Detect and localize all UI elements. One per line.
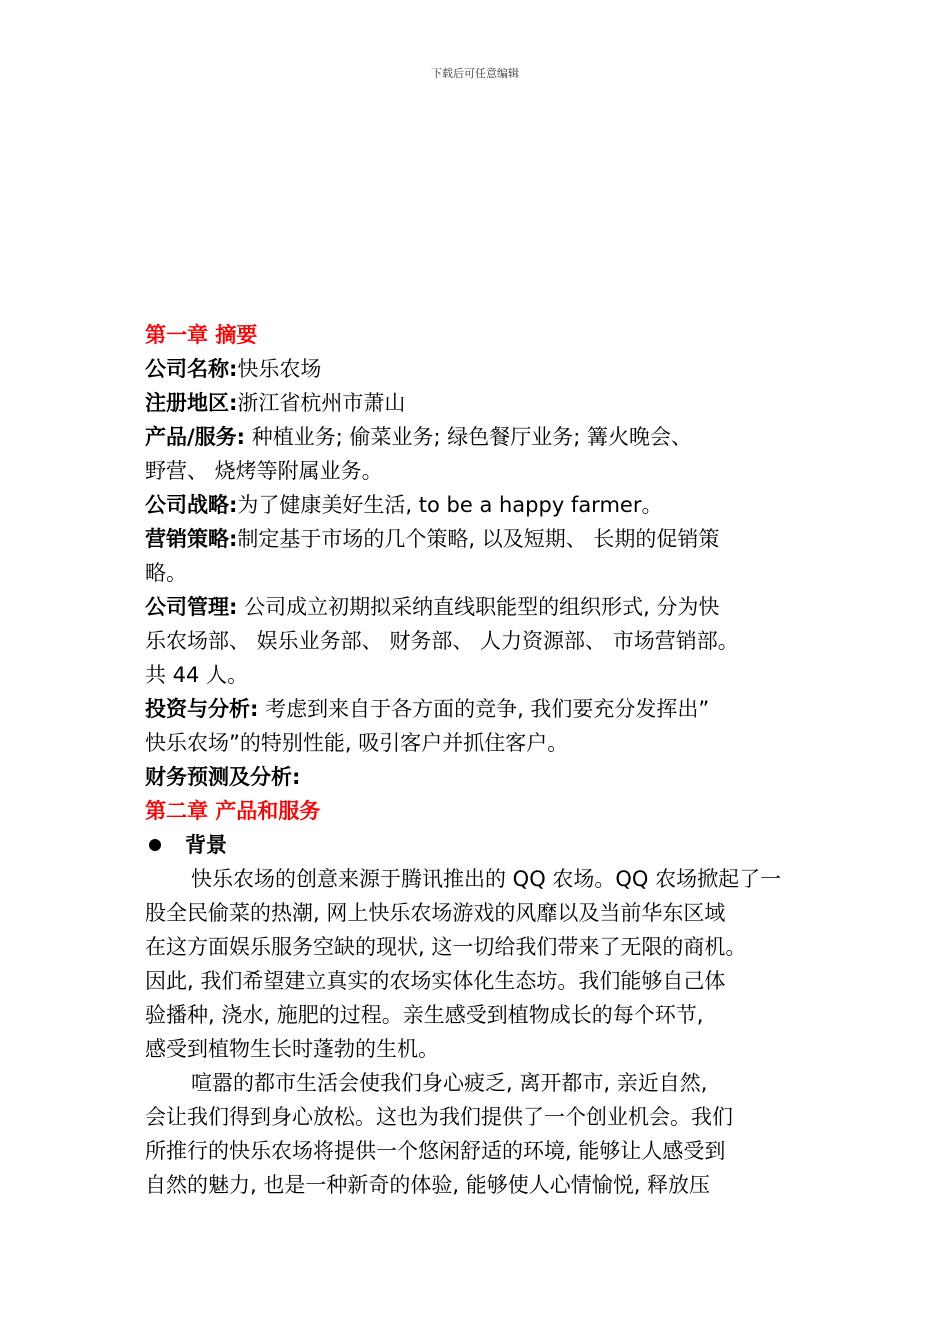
management-value-line3: 共 44 人。	[145, 663, 249, 687]
products-label: 产品/服务:	[145, 425, 246, 449]
chapter2-title: 第二章 产品和服务	[145, 799, 321, 823]
investment-label: 投资与分析:	[145, 697, 259, 721]
strategy-row	[145, 488, 825, 522]
document-body	[145, 318, 825, 1202]
paragraph-line: 验播种, 浇水, 施肥的过程。亲生感受到植物成长的每个环节,	[145, 1003, 704, 1027]
marketing-label: 营销策略:	[145, 527, 238, 551]
paragraph-line: 自然的魅力, 也是一种新奇的体验, 能够使人心情愉悦, 释放压	[145, 1173, 711, 1197]
management-value-line2: 乐农场部、 娱乐业务部、 财务部、 人力资源部、 市场营销部。	[145, 629, 739, 653]
products-row	[145, 420, 825, 454]
paragraph-1	[145, 862, 825, 1066]
management-row	[145, 590, 825, 624]
finance-label: 财务预测及分析:	[145, 765, 301, 789]
paragraph-line: 会让我们得到身心放松。这也为我们提供了一个创业机会。我们	[145, 1105, 733, 1129]
investment-row	[145, 692, 825, 726]
strategy-label: 公司战略:	[145, 493, 238, 517]
marketing-value-line2: 略。	[145, 561, 187, 585]
paragraph-line: 快乐农场的创意来源于腾讯推出的 QQ 农场。QQ 农场掀起了一	[191, 867, 782, 891]
investment-value-line2: 快乐农场”的特别性能, 吸引客户并抓住客户。	[145, 731, 569, 755]
region-row	[145, 386, 825, 420]
marketing-value-line1: 制定基于市场的几个策略, 以及短期、 长期的促销策	[237, 527, 720, 551]
paragraph-2	[145, 1066, 825, 1202]
bullet-icon	[149, 839, 161, 851]
company-name-value: 快乐农场	[237, 357, 322, 381]
bullet-background	[145, 828, 825, 862]
region-value: 浙江省杭州市萧山	[237, 391, 406, 415]
paragraph-line: 因此, 我们希望建立真实的农场实体化生态坊。我们能够自己体	[145, 969, 726, 993]
paragraph-line: 所推行的快乐农场将提供一个悠闲舒适的环境, 能够让人感受到	[145, 1139, 726, 1163]
products-value-line1: 种植业务; 偷菜业务; 绿色餐厅业务; 篝火晚会、	[245, 425, 693, 449]
paragraph-line: 感受到植物生长时蓬勃的生机。	[145, 1037, 439, 1061]
strategy-value: 为了健康美好生活, to be a happy farmer。	[237, 493, 663, 517]
marketing-row	[145, 522, 825, 556]
region-label: 注册地区:	[145, 391, 238, 415]
paragraph-line: 喧嚣的都市生活会使我们身心疲乏, 离开都市, 亲近自然,	[191, 1071, 708, 1095]
page-header: 下载后可任意编辑	[431, 67, 519, 80]
management-value-line1: 公司成立初期拟采纳直线职能型的组织形式, 分为快	[237, 595, 720, 619]
management-label: 公司管理:	[145, 595, 238, 619]
paragraph-line: 在这方面娱乐服务空缺的现状, 这一切给我们带来了无限的商机。	[145, 935, 747, 959]
products-value-line2: 野营、 烧烤等附属业务。	[145, 459, 383, 483]
paragraph-line: 股全民偷菜的热潮, 网上快乐农场游戏的风靡以及当前华东区域	[145, 901, 726, 925]
bullet-title: 背景	[185, 833, 227, 857]
company-name-label: 公司名称:	[145, 357, 238, 381]
company-name-row	[145, 352, 825, 386]
investment-value-line1: 考虑到来自于各方面的竞争, 我们要充分发挥出”	[258, 697, 710, 721]
chapter1-title: 第一章 摘要	[145, 323, 258, 347]
